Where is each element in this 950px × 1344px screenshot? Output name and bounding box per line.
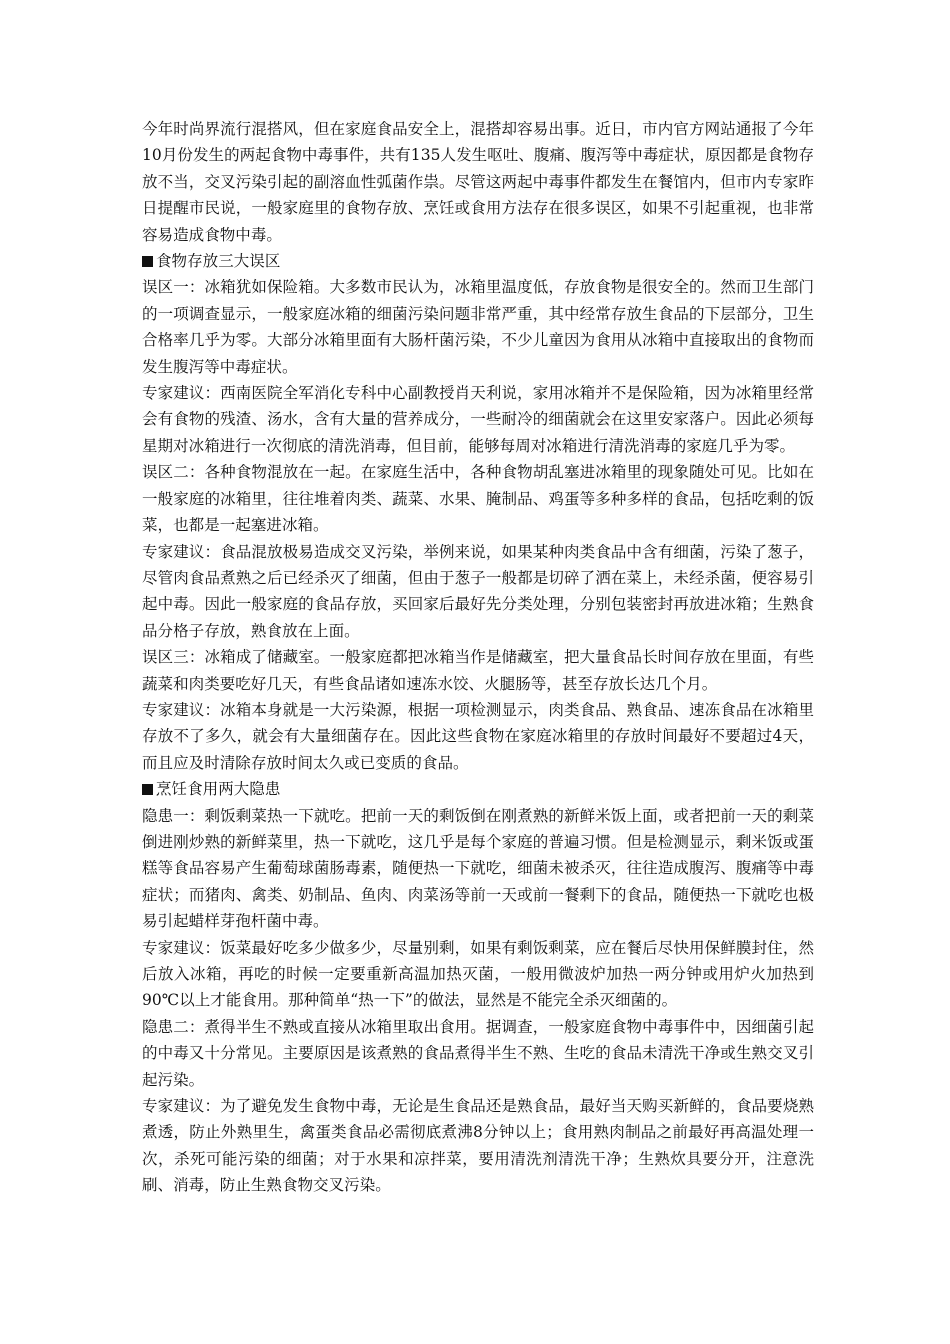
advice-5-paragraph: 专家建议：为了避免发生食物中毒，无论是生食品还是熟食品，最好当天购买新鲜的，食品要烧熟煮透，防止外熟里生，禽蛋类食品必需彻底煮沸8分钟以上；食用熟肉制品之前最好再高温处理一次，杀死可能污染的细菌；对于水果和凉拌菜，要用清洗剂清洗干净；生熟炊具要分开，注意洗刷、消毒，防止生熟食物交叉污染。	[142, 1097, 814, 1195]
section-heading-storage	[142, 248, 814, 274]
black-square-icon	[142, 784, 153, 795]
myth-3-paragraph: 误区三：冰箱成了储藏室。一般家庭都把冰箱当作是储藏室，把大量食品长时间存放在里面，有些蔬菜和肉类要吃好几天，有些食品诸如速冻水饺、火腿肠等，甚至存放长达几个月。	[142, 648, 814, 693]
hazard-2-paragraph: 隐患二：煮得半生不熟或直接从冰箱里取出食用。据调查，一般家庭食物中毒事件中，因细菌引起的中毒又十分常见。主要原因是该煮熟的食品煮得半生不熟、生吃的食品未清洗干净或生熟交叉引起污染。	[142, 1017, 814, 1089]
myth-1-paragraph: 误区一：冰箱犹如保险箱。大多数市民认为，冰箱里温度低，存放食物是很安全的。然而卫生部门的一项调查显示，一般家庭冰箱的细菌污染问题非常严重，其中经常存放生食品的下层部分，卫生合格率几乎为零。大部分冰箱里面有大肠杆菌污染，不少儿童因为食用从冰箱中直接取出的食物而发生腹泻等中毒症状。	[142, 278, 814, 376]
advice-3-paragraph: 专家建议：冰箱本身就是一大污染源，根据一项检测显示，肉类食品、熟食品、速冻食品在冰箱里存放不了多久，就会有大量细菌存在。因此这些食物在家庭冰箱里的存放时间最好不要超过4天，而且应及时清除存放时间太久或已变质的食品。	[142, 700, 814, 772]
black-square-icon	[142, 256, 153, 267]
advice-4-paragraph: 专家建议：饭菜最好吃多少做多少，尽量别剩，如果有剩饭剩菜，应在餐后尽快用保鲜膜封住，然后放入冰箱，再吃的时候一定要重新高温加热灭菌，一般用微波炉加热一两分钟或用炉火加热到90℃以上才能食用。那种简单“热一下”的做法，显然是不能完全杀灭细菌的。	[142, 938, 814, 1010]
section-heading-storage-text: 食物存放三大误区	[156, 252, 281, 271]
section-heading-cooking-text: 烹饪食用两大隐患	[156, 780, 281, 799]
section-heading-cooking	[142, 776, 814, 802]
myth-2-paragraph: 误区二：各种食物混放在一起。在家庭生活中，各种食物胡乱塞进冰箱里的现象随处可见。比如在一般家庭的冰箱里，往往堆着肉类、蔬菜、水果、腌制品、鸡蛋等多种多样的食品，包括吃剩的饭菜，也都是一起塞进冰箱。	[142, 463, 814, 535]
advice-1-paragraph: 专家建议：西南医院全军消化专科中心副教授肖天利说，家用冰箱并不是保险箱，因为冰箱里经常会有食物的残渣、汤水，含有大量的营养成分，一些耐冷的细菌就会在这里安家落户。因此必须每星期对冰箱进行一次彻底的清洗消毒，但目前，能够每周对冰箱进行清洗消毒的家庭几乎为零。	[142, 384, 814, 455]
document-body	[142, 116, 814, 1199]
hazard-1-paragraph: 隐患一：剩饭剩菜热一下就吃。把前一天的剩饭倒在刚煮熟的新鲜米饭上面，或者把前一天的剩菜倒进刚炒熟的新鲜菜里，热一下就吃，这几乎是每个家庭的普遍习惯。但是检测显示，剩米饭或蛋糕等食品容易产生葡萄球菌肠毒素，随便热一下就吃，细菌未被杀灭，往往造成腹泻、腹痛等中毒症状；而猪肉、禽类、奶制品、鱼肉、肉菜汤等前一天或前一餐剩下的食品，随便热一下就吃也极易引起蜡样芽孢杆菌中毒。	[142, 806, 814, 931]
intro-paragraph: 今年时尚界流行混搭风，但在家庭食品安全上，混搭却容易出事。近日，市内官方网站通报了今年10月份发生的两起食物中毒事件，共有135人发生呕吐、腹痛、腹泻等中毒症状，原因都是食物存放不当，交叉污染引起的副溶血性弧菌作祟。尽管这两起中毒事件都发生在餐馆内，但市内专家昨日提醒市民说，一般家庭里的食物存放、烹饪或食用方法存在很多误区，如果不引起重视，也非常容易造成食物中毒。	[142, 120, 814, 244]
advice-2-paragraph: 专家建议：食品混放极易造成交叉污染，举例来说，如果某种肉类食品中含有细菌，污染了葱子，尽管肉食品煮熟之后已经杀灭了细菌，但由于葱子一般都是切碎了洒在菜上，未经杀菌，便容易引起中毒。因此一般家庭的食品存放，买回家后最好先分类处理，分别包装密封再放进冰箱；生熟食品分格子存放，熟食放在上面。	[142, 542, 814, 640]
